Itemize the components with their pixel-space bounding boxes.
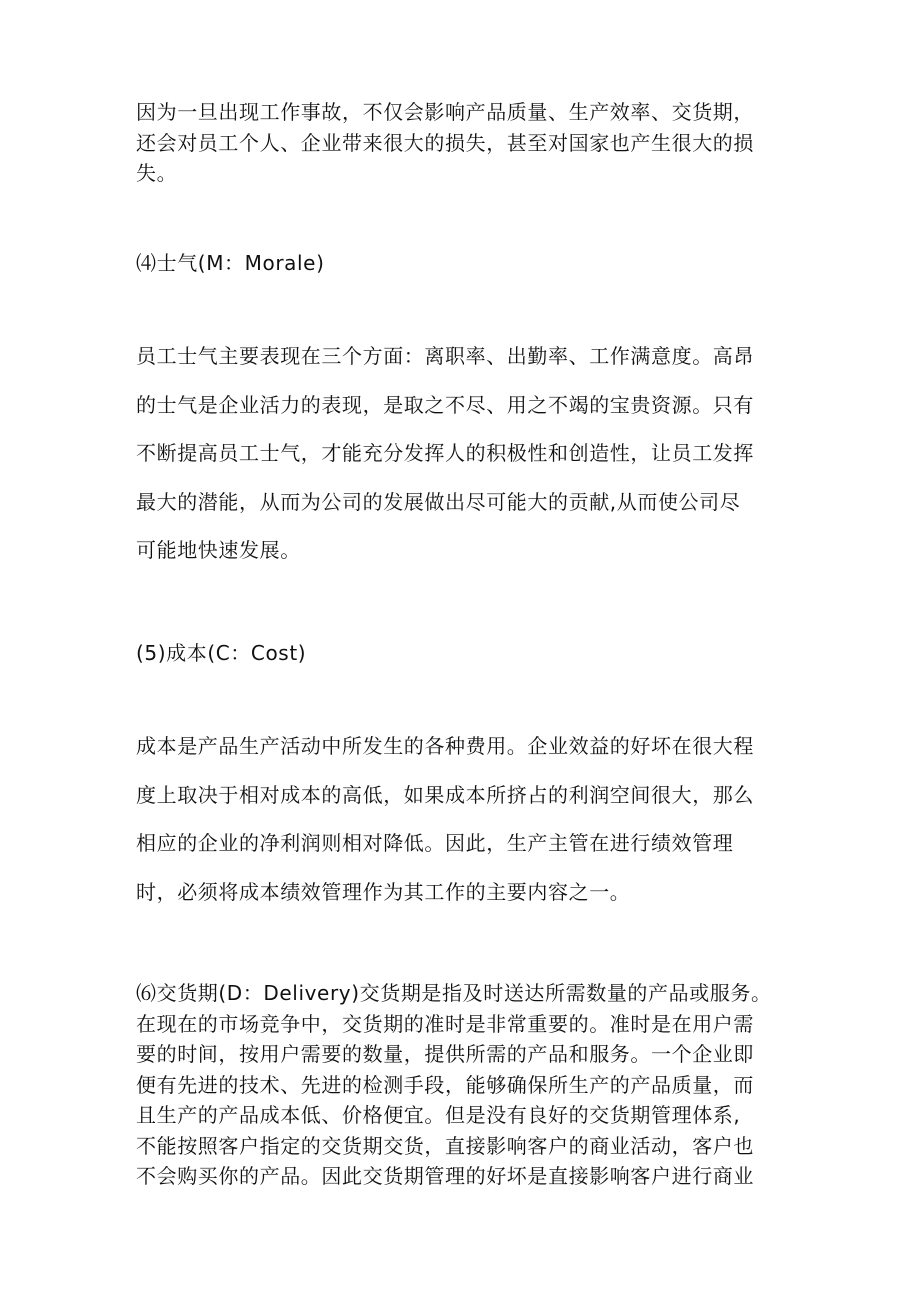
paragraph-line: 时，必须将成本绩效管理作为其工作的主要内容之一。 [136,879,631,904]
paragraph-line: 还会对员工个人、企业带来很大的损失，甚至对国家也产生很大的损 [136,130,754,155]
paragraph-line: 不断提高员工士气，才能充分发挥人的积极性和创造性，让员工发挥 [136,441,754,466]
paragraph-line: 且生产的产品成本低、价格便宜。但是没有良好的交货期管理体系, [136,1103,741,1127]
paragraph-line: 可能地快速发展。 [136,538,301,563]
paragraph-line: 不能按照客户指定的交货期交货，直接影响客户的商业活动，客户也 [136,1133,754,1158]
cost-paragraph [136,722,796,916]
paragraph-line: 员工士气主要表现在三个方面：离职率、出勤率、工作满意度。高昂 [136,344,754,368]
paragraph-line: 失。 [136,161,178,185]
cost-section-heading [136,638,796,668]
delivery-paragraph [136,978,796,1192]
intro-paragraph [136,97,796,189]
section-heading-text: ⑷士气(M：Morale) [136,251,325,275]
morale-section-heading [136,248,796,278]
paragraph-line: 度上取决于相对成本的高低，如果成本所挤占的利润空间很大，那么 [136,782,754,807]
paragraph-line: 要的时间，按用户需要的数量，提供所需的产品和服务。一个企业即 [136,1042,754,1066]
paragraph-line: ⑹交货期(D：Delivery)交货期是指及时送达所需数量的产品或服务。 [136,981,772,1005]
section-heading-text: (5)成本(C：Cost) [136,641,307,665]
morale-paragraph [136,332,796,575]
paragraph-line: 在现在的市场竞争中，交货期的准时是非常重要的。准时是在用户需 [136,1011,754,1036]
paragraph-line: 最大的潜能，从而为公司的发展做出尽可能大的贡献,从而使公司尽 [136,489,741,514]
paragraph-line: 便有先进的技术、先进的检测手段，能够确保所生产的产品质量，而 [136,1072,754,1097]
paragraph-line: 因为一旦出现工作事故，不仅会影响产品质量、生产效率、交货期， [136,100,754,124]
paragraph-line: 的士气是企业活力的表现，是取之不尽、用之不竭的宝贵资源。只有 [136,392,754,417]
paragraph-line: 成本是产品生产活动中所发生的各种费用。企业效益的好坏在很大程 [136,734,754,758]
paragraph-line: 相应的企业的净利润则相对降低。因此，生产主管在进行绩效管理 [136,831,734,856]
paragraph-line: 不会购买你的产品。因此交货期管理的好坏是直接影响客户进行商业 [136,1164,754,1188]
